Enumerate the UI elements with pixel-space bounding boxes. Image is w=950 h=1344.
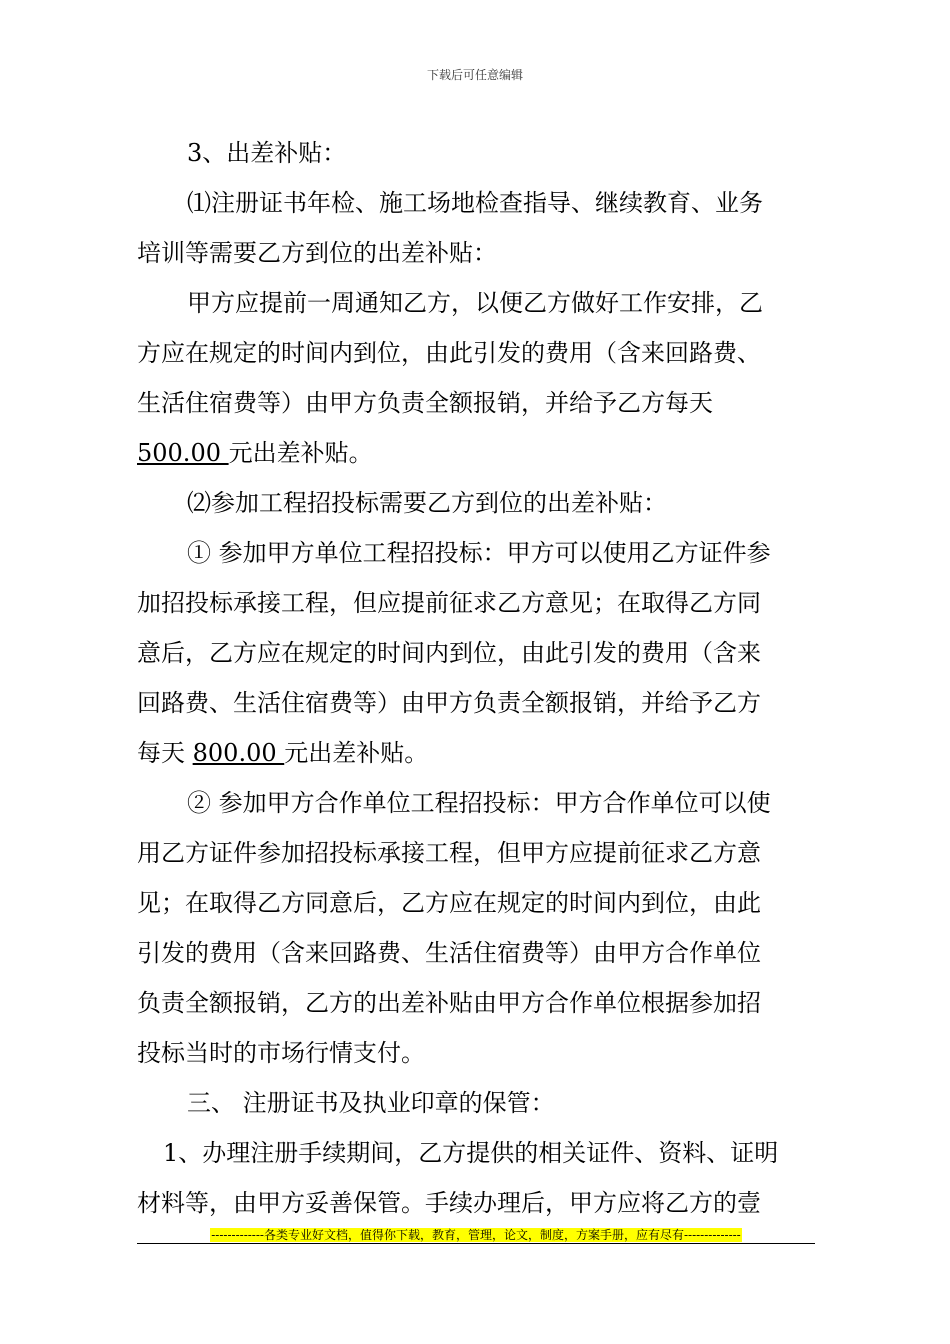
text-line: ⑴注册证书年检、施工场地检查指导、继续教育、业务 bbox=[187, 189, 763, 217]
text-line: 500.00 元出差补贴。 bbox=[137, 439, 373, 467]
footer-banner-text: -------------各类专业好文档，值得你下载，教育，管理，论文，制度，方案手册，应有尽有-------------- bbox=[211, 1228, 741, 1242]
text-line: 用乙方证件参加招投标承接工程，但甲方应提前征求乙方意 bbox=[137, 839, 761, 867]
document-body bbox=[137, 128, 815, 1228]
section-heading-travel-allowance: 3、出差补贴： bbox=[187, 139, 347, 167]
page-footer bbox=[137, 1226, 815, 1243]
text-line: 培训等需要乙方到位的出差补贴： bbox=[137, 239, 497, 267]
text-line: 生活住宿费等）由甲方负责全额报销，并给予乙方每天 bbox=[137, 389, 713, 417]
text-line: 回路费、生活住宿费等）由甲方负责全额报销，并给予乙方 bbox=[137, 689, 761, 717]
text-line: ② 参加甲方合作单位工程招投标：甲方合作单位可以使 bbox=[187, 789, 771, 817]
text-line: 加招投标承接工程，但应提前征求乙方意见；在取得乙方同 bbox=[137, 589, 761, 617]
text-line: ⑵参加工程招投标需要乙方到位的出差补贴： bbox=[187, 489, 667, 517]
text-line: 1、办理注册手续期间，乙方提供的相关证件、资料、证明 bbox=[163, 1139, 779, 1167]
text-line: 每天 800.00 元出差补贴。 bbox=[137, 739, 429, 767]
text-line: 引发的费用（含来回路费、生活住宿费等）由甲方合作单位 bbox=[137, 939, 761, 967]
amount-500: 500.00 bbox=[137, 439, 229, 467]
text-line: 负责全额报销，乙方的出差补贴由甲方合作单位根据参加招 bbox=[137, 989, 761, 1017]
text-line: 方应在规定的时间内到位，由此引发的费用（含来回路费、 bbox=[137, 339, 761, 367]
text-line: 投标当时的市场行情支付。 bbox=[137, 1039, 425, 1067]
text-line: ① 参加甲方单位工程招投标：甲方可以使用乙方证件参 bbox=[187, 539, 771, 567]
page-header: 下载后可任意编辑 bbox=[426, 68, 523, 82]
text-line: 甲方应提前一周通知乙方，以便乙方做好工作安排，乙 bbox=[187, 289, 763, 317]
text-line: 见；在取得乙方同意后，乙方应在规定的时间内到位，由此 bbox=[137, 889, 761, 917]
section-heading-certificate-custody: 三、 注册证书及执业印章的保管： bbox=[187, 1089, 555, 1117]
text-line: 意后，乙方应在规定的时间内到位，由此引发的费用（含来 bbox=[137, 639, 761, 667]
footer-rule bbox=[137, 1243, 815, 1244]
text-line: 材料等，由甲方妥善保管。手续办理后，甲方应将乙方的壹 bbox=[137, 1189, 761, 1217]
amount-800: 800.00 bbox=[192, 739, 285, 767]
